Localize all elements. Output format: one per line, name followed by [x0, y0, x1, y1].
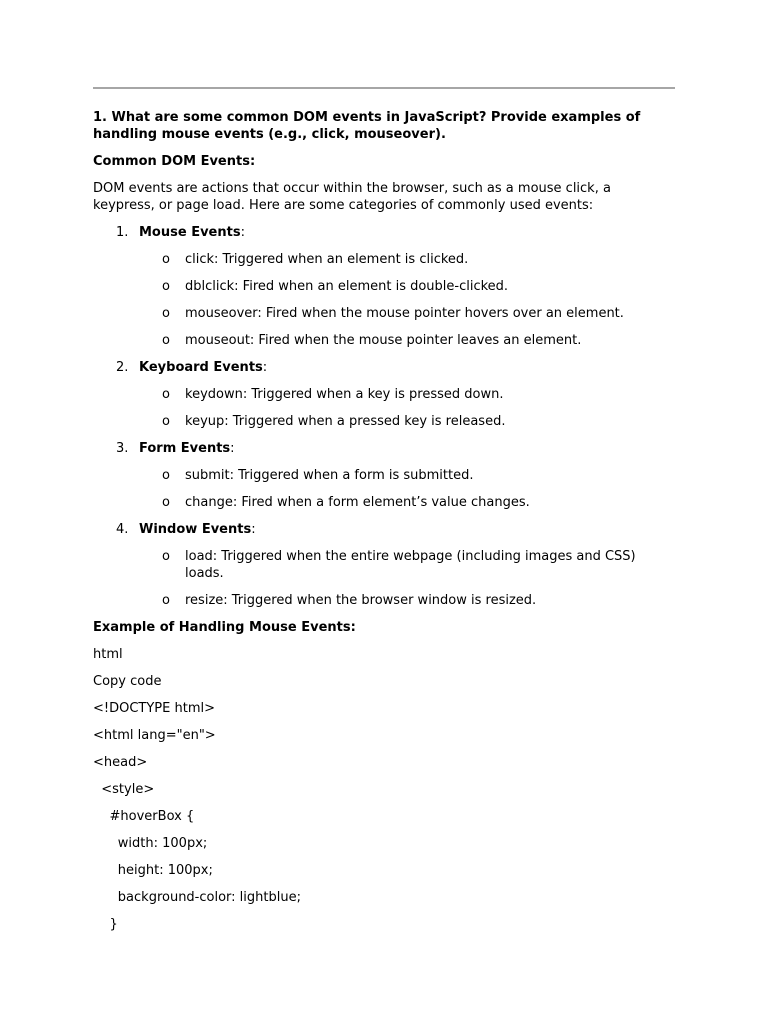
category-item	[93, 224, 675, 241]
bullet-icon: o	[162, 414, 170, 429]
common-events-heading: Common DOM Events:	[93, 154, 256, 169]
event-item	[93, 386, 675, 403]
event-item	[93, 332, 675, 349]
code-line: width: 100px;	[93, 836, 208, 851]
question-heading: 1. What are some common DOM events in JavaScript? Provide examples of handling mouse events (e.g., click, mouseover).	[93, 110, 641, 142]
bullet-icon: o	[162, 333, 170, 348]
event-item	[93, 592, 675, 609]
category-colon: :	[251, 522, 256, 537]
bullet-icon: o	[162, 495, 170, 510]
event-text: submit: Triggered when a form is submitted.	[185, 468, 474, 483]
bullet-icon: o	[162, 252, 170, 267]
category-item	[93, 359, 675, 376]
category-number: 4.	[116, 522, 129, 537]
bullet-icon: o	[162, 468, 170, 483]
event-text: resize: Triggered when the browser window is resized.	[185, 593, 537, 608]
event-item	[93, 548, 675, 582]
code-line: background-color: lightblue;	[93, 890, 301, 905]
event-item	[93, 413, 675, 430]
code-line: <!DOCTYPE html>	[93, 701, 215, 716]
intro-paragraph: DOM events are actions that occur within the browser, such as a mouse click, a keypress, or page load. Here are some categories of commonly used events:	[93, 181, 611, 213]
copy-code-label: Copy code	[93, 674, 162, 689]
code-block	[93, 700, 675, 933]
example-heading: Example of Handling Mouse Events:	[93, 620, 356, 635]
event-text: dblclick: Fired when an element is double-clicked.	[185, 279, 509, 294]
document-body	[93, 109, 675, 943]
code-line: #hoverBox {	[93, 809, 195, 824]
code-language-label: html	[93, 647, 123, 662]
category-colon: :	[240, 225, 245, 240]
code-line: }	[93, 917, 118, 932]
category-name: Window Events	[139, 522, 252, 537]
category-colon: :	[262, 360, 268, 375]
code-line: height: 100px;	[93, 863, 213, 878]
event-text: click: Triggered when an element is clicked.	[185, 252, 469, 267]
code-line: <head>	[93, 755, 148, 770]
code-line: <style>	[93, 782, 155, 797]
bullet-icon: o	[162, 593, 170, 608]
category-number: 3.	[116, 441, 129, 456]
event-item	[93, 494, 675, 511]
category-name: Mouse Events	[139, 225, 241, 240]
event-item	[93, 467, 675, 484]
bullet-icon: o	[162, 279, 170, 294]
category-number: 2.	[116, 360, 129, 375]
category-number: 1.	[116, 225, 129, 240]
event-text: change: Fired when a form element’s value changes.	[185, 495, 530, 510]
header-rule	[93, 87, 675, 89]
event-text: mouseover: Fired when the mouse pointer hovers over an element.	[185, 306, 624, 321]
category-item	[93, 521, 675, 538]
category-colon: :	[230, 441, 235, 456]
event-item	[93, 278, 675, 295]
event-item	[93, 251, 675, 268]
event-text: keydown: Triggered when a key is pressed down.	[185, 387, 504, 402]
bullet-icon: o	[162, 306, 170, 321]
code-line: <html lang="en">	[93, 728, 216, 743]
event-item	[93, 305, 675, 322]
event-text: keyup: Triggered when a pressed key is released.	[185, 414, 506, 429]
bullet-icon: o	[162, 387, 170, 402]
event-text: load: Triggered when the entire webpage (including images and CSS) loads.	[185, 549, 636, 581]
event-text: mouseout: Fired when the mouse pointer leaves an element.	[185, 333, 582, 348]
category-name: Form Events	[139, 441, 231, 456]
category-item	[93, 440, 675, 457]
event-categories-list	[93, 224, 675, 609]
category-name: Keyboard Events	[139, 360, 263, 375]
bullet-icon: o	[162, 549, 170, 564]
